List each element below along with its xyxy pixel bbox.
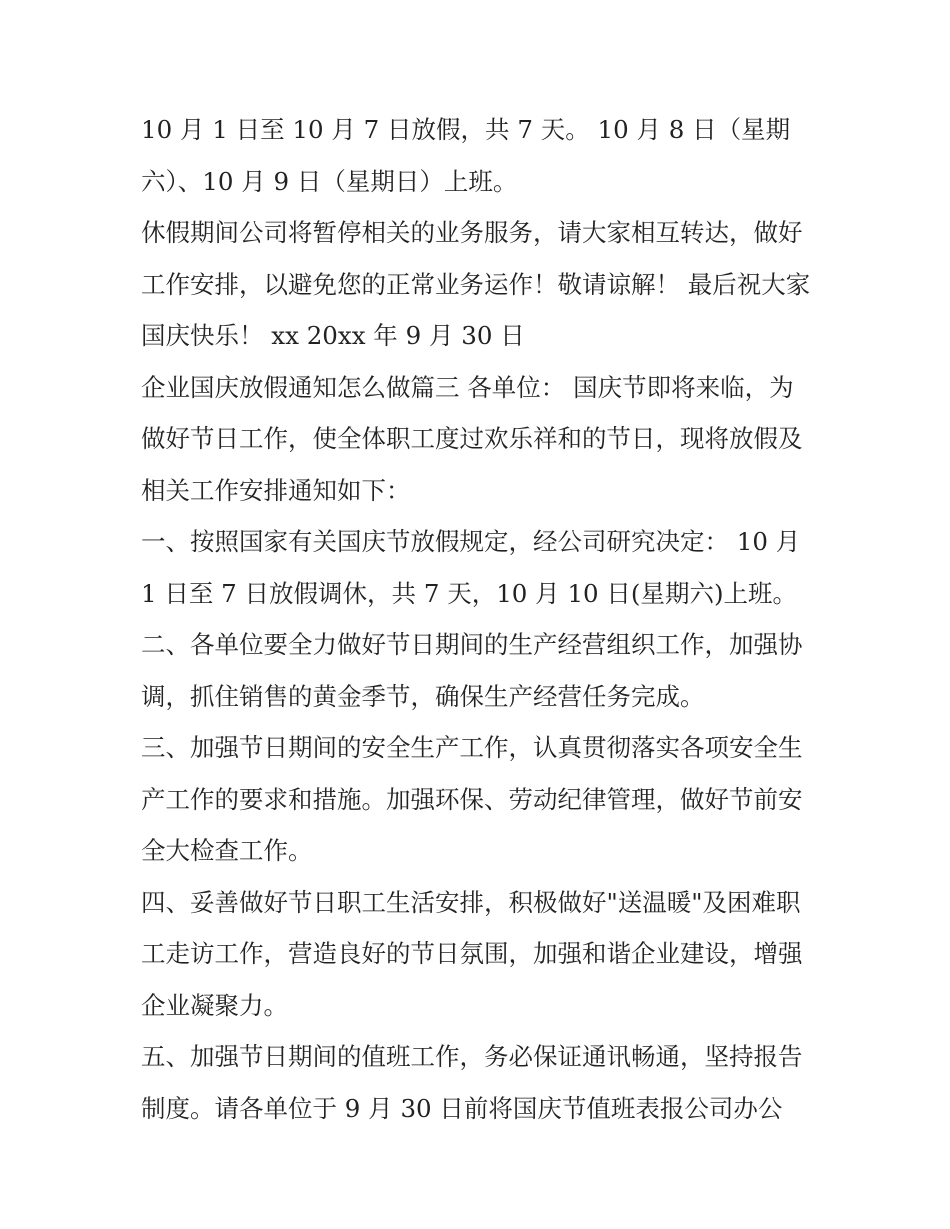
paragraph-notice-intro: 企业国庆放假通知怎么做篇三 各单位： 国庆节即将来临，为做好节日工作，使全体职工度过欢乐祥和的节日，现将放假及相关工作安排通知如下：	[141, 372, 803, 505]
document-body	[141, 104, 816, 1134]
paragraph-item-five: 五、加强节日期间的值班工作，务必保证通讯畅通，坚持报告制度。请各单位于 9 月 30 日前将国庆节值班表报公司办公	[141, 1042, 803, 1123]
paragraph-item-one: 一、按照国家有关国庆节放假规定，经公司研究决定： 10 月 1 日至 7 日放假调休，共 7 天，10 月 10 日(星期六)上班。	[141, 527, 801, 608]
paragraph-item-four: 四、妥善做好节日职工生活安排，积极做好"送温暖"及困难职工走访工作，营造良好的节日氛围，加强和谐企业建设，增强企业凝聚力。	[141, 887, 803, 1020]
paragraph-item-three: 三、加强节日期间的安全生产工作，认真贯彻落实各项安全生产工作的要求和措施。加强环保、劳动纪律管理，做好节前安全大检查工作。	[141, 733, 803, 865]
paragraph-item-two: 二、各单位要全力做好节日期间的生产经营组织工作，加强协调，抓住销售的黄金季节，确保生产经营任务完成。	[141, 630, 803, 711]
paragraph-service-suspension: 休假期间公司将暂停相关的业务服务，请大家相互转达，做好工作安排，以避免您的正常业务运作！敬请谅解！ 最后祝大家国庆快乐！ xx 20xx 年 9 月 30 日	[141, 218, 811, 350]
paragraph-holiday-dates: 10 月 1 日至 10 月 7 日放假，共 7 天。 10 月 8 日（星期六）、10 月 9 日（星期日）上班。	[141, 115, 791, 196]
